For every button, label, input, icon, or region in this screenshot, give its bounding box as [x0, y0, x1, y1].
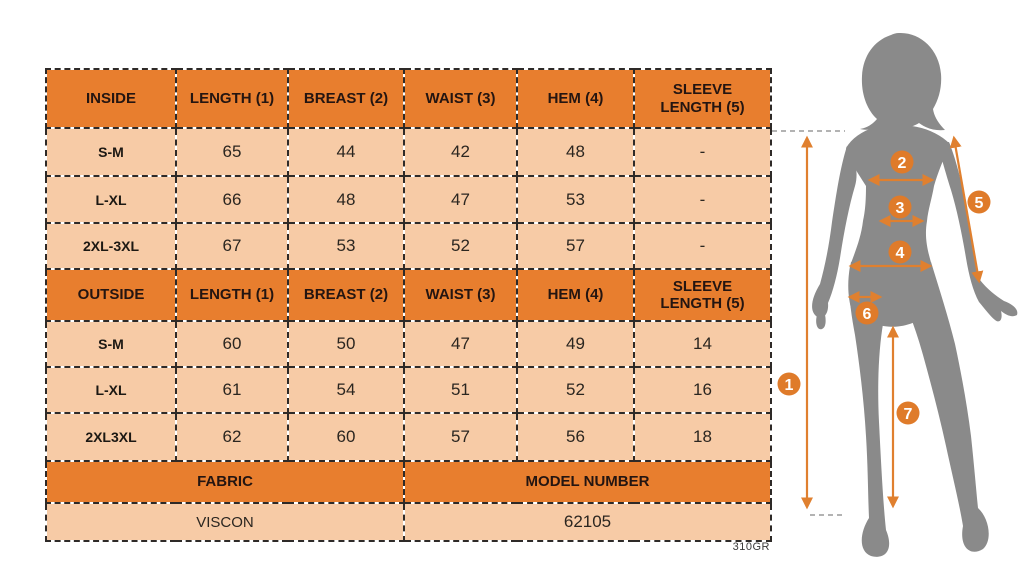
fabric-model-header-row [46, 461, 771, 503]
table-row [46, 128, 771, 176]
marker-7-badge [897, 402, 920, 425]
size-label: S-M [46, 321, 176, 367]
header-hem: HEM (4) [517, 269, 634, 321]
value-cell: 47 [404, 176, 517, 223]
value-cell: 53 [288, 223, 404, 269]
size-chart-table [45, 68, 772, 542]
value-cell: 16 [634, 367, 771, 413]
value-cell: 48 [517, 128, 634, 176]
header-waist: WAIST (3) [404, 69, 517, 128]
header-length: LENGTH (1) [176, 69, 288, 128]
value-cell: - [634, 176, 771, 223]
marker-5-badge [968, 191, 991, 214]
size-label: S-M [46, 128, 176, 176]
marker-7-number: 7 [903, 406, 913, 423]
marker-3-badge [889, 196, 912, 219]
value-cell: - [634, 128, 771, 176]
marker-5-number: 5 [974, 195, 984, 212]
size-chart [45, 68, 770, 542]
fabric-header: FABRIC [46, 461, 404, 503]
inside-header-row [46, 69, 771, 128]
model-number-value: 62105 [404, 503, 771, 541]
value-cell: 44 [288, 128, 404, 176]
value-cell: 53 [517, 176, 634, 223]
header-sleeve-length: SLEEVE LENGTH (5) [634, 269, 771, 321]
table-row [46, 413, 771, 461]
header-inside: INSIDE [46, 69, 176, 128]
right-arm-shape [940, 142, 1017, 321]
table-row [46, 367, 771, 413]
fabric-value: VISCON [46, 503, 404, 541]
model-number-header: MODEL NUMBER [404, 461, 771, 503]
header-outside: OUTSIDE [46, 269, 176, 321]
value-cell: 66 [176, 176, 288, 223]
value-cell: 62 [176, 413, 288, 461]
marker-1-badge [778, 373, 801, 396]
value-cell: 60 [288, 413, 404, 461]
header-hem: HEM (4) [517, 69, 634, 128]
table-row [46, 176, 771, 223]
size-label: L-XL [46, 367, 176, 413]
outside-header-row [46, 269, 771, 321]
value-cell: 49 [517, 321, 634, 367]
value-cell: 14 [634, 321, 771, 367]
size-label: L-XL [46, 176, 176, 223]
value-cell: 56 [517, 413, 634, 461]
size-label: 2XL3XL [46, 413, 176, 461]
value-cell: 60 [176, 321, 288, 367]
value-cell: 57 [517, 223, 634, 269]
marker-4-number: 4 [895, 245, 905, 262]
header-sleeve-length: SLEEVE LENGTH (5) [634, 69, 771, 128]
marker-1-number: 1 [784, 377, 794, 394]
marker-4-badge [889, 241, 912, 264]
value-cell: 42 [404, 128, 517, 176]
header-waist: WAIST (3) [404, 269, 517, 321]
value-cell: 52 [404, 223, 517, 269]
value-cell: 67 [176, 223, 288, 269]
value-cell: 50 [288, 321, 404, 367]
value-cell: 54 [288, 367, 404, 413]
size-label: 2XL-3XL [46, 223, 176, 269]
measurement-figure [760, 0, 1024, 574]
header-breast: BREAST (2) [288, 269, 404, 321]
size-guide-figure-svg [760, 0, 1024, 574]
marker-2-badge [891, 151, 914, 174]
marker-2-number: 2 [897, 155, 907, 172]
woman-silhouette [812, 33, 1017, 557]
left-hand-finger [816, 311, 825, 329]
value-cell: 57 [404, 413, 517, 461]
value-cell: 65 [176, 128, 288, 176]
header-length: LENGTH (1) [176, 269, 288, 321]
value-cell: 51 [404, 367, 517, 413]
value-cell: 47 [404, 321, 517, 367]
value-cell: 52 [517, 367, 634, 413]
value-cell: 61 [176, 367, 288, 413]
value-cell: - [634, 223, 771, 269]
marker-6-badge [856, 302, 879, 325]
marker-3-number: 3 [895, 200, 905, 217]
value-cell: 18 [634, 413, 771, 461]
fabric-model-value-row [46, 503, 771, 541]
marker-6-number: 6 [862, 306, 872, 323]
table-row [46, 223, 771, 269]
header-breast: BREAST (2) [288, 69, 404, 128]
value-cell: 48 [288, 176, 404, 223]
table-row [46, 321, 771, 367]
weight-note: 310GR [732, 541, 770, 553]
